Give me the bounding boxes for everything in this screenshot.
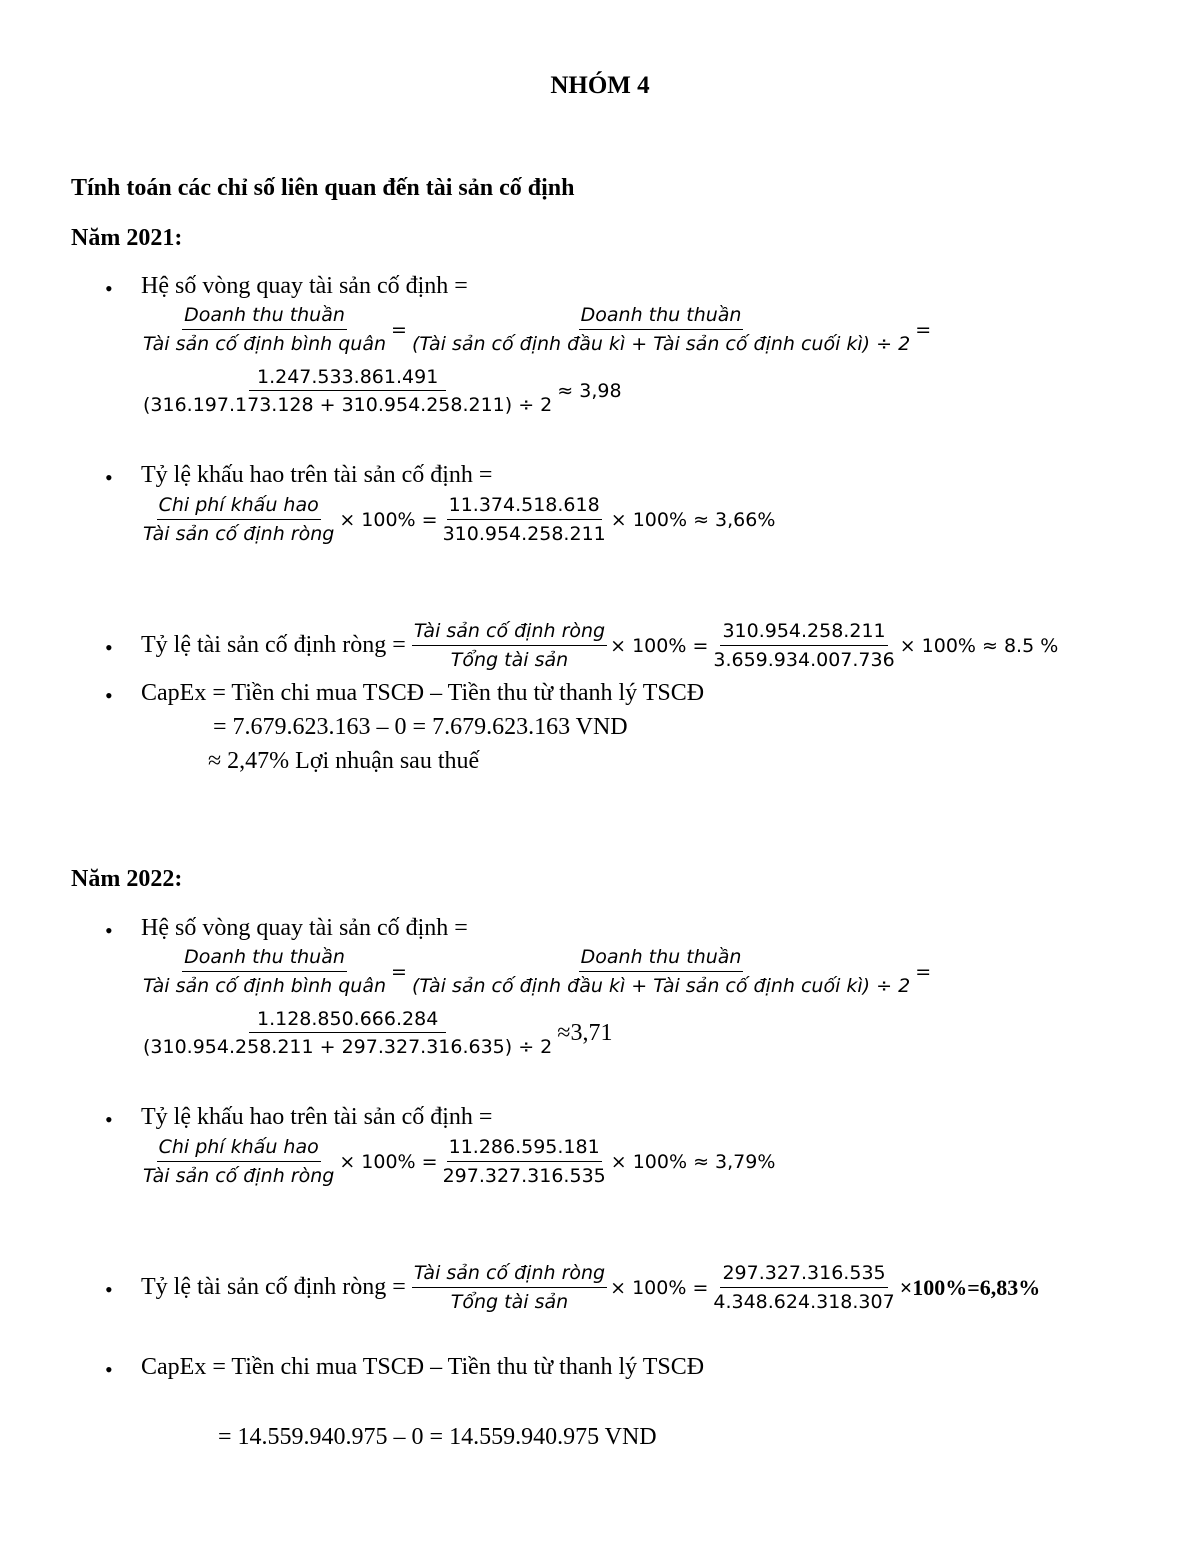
- fraction: [410, 944, 912, 999]
- equals-sign: =: [391, 318, 407, 341]
- numerator: Chi phí khấu hao: [157, 1134, 321, 1162]
- capex-percent: ≈ 2,47% Lợi nhuận sau thuế: [208, 748, 480, 774]
- numerator: Doanh thu thuần: [182, 944, 347, 972]
- numerator: Doanh thu thuần: [579, 944, 744, 972]
- bullet-icon: •: [105, 1107, 113, 1132]
- multiply-100: × 100% =: [339, 508, 438, 531]
- numerator: Doanh thu thuần: [579, 302, 744, 330]
- numerator: Doanh thu thuần: [182, 302, 347, 330]
- denominator: Tài sản cố định ròng: [143, 1165, 335, 1187]
- bullet-icon: •: [105, 1357, 113, 1382]
- fraction: [711, 618, 896, 673]
- numerator: 297.327.316.535: [720, 1260, 887, 1288]
- fraction: [141, 1134, 336, 1189]
- bullet-icon: •: [105, 1277, 113, 1302]
- capex-label: CapEx = Tiền chi mua TSCĐ – Tiền thu từ thanh lý TSCĐ: [141, 1354, 705, 1380]
- numerator: 310.954.258.211: [720, 618, 887, 646]
- turnover-label: Hệ số vòng quay tài sản cố định =: [141, 915, 468, 941]
- denominator: 297.327.316.535: [442, 1165, 606, 1187]
- numerator: 11.374.518.618: [447, 492, 602, 520]
- turnover-label: Hệ số vòng quay tài sản cố định =: [141, 273, 468, 299]
- depreciation-formula: [141, 492, 778, 547]
- equals-sign: =: [391, 960, 407, 983]
- equals-sign: =: [915, 318, 932, 341]
- equals-sign: =: [915, 960, 932, 983]
- denominator: (316.197.173.128 + 310.954.258.211) ÷ 2: [143, 394, 553, 416]
- denominator: (Tài sản cố định đầu kì + Tài sản cố định cuối kì) ÷ 2: [411, 975, 911, 997]
- denominator: (310.954.258.211 + 297.327.316.635) ÷ 2: [143, 1036, 553, 1058]
- fraction: [141, 364, 554, 418]
- net-ratio-formula: [141, 618, 1061, 673]
- page-title: NHÓM 4: [550, 72, 650, 99]
- result: × 100% ≈ 8.5 %: [899, 634, 1059, 657]
- capex-value: = 7.679.623.163 – 0 = 7.679.623.163 VND: [213, 714, 628, 740]
- denominator: 3.659.934.007.736: [713, 649, 895, 671]
- turnover-calculation: [141, 1006, 615, 1060]
- denominator: Tổng tài sản: [450, 649, 569, 671]
- denominator: Tài sản cố định ròng: [143, 523, 335, 545]
- net-ratio-label: Tỷ lệ tài sản cố định ròng =: [141, 1274, 406, 1300]
- bullet-icon: •: [105, 465, 113, 490]
- fraction: [141, 492, 336, 547]
- net-ratio-formula: [141, 1260, 1043, 1315]
- capex-value: = 14.559.940.975 – 0 = 14.559.940.975 VND: [218, 1424, 657, 1450]
- denominator: Tài sản cố định bình quân: [143, 975, 387, 997]
- bullet-icon: •: [105, 276, 113, 301]
- fraction: [412, 1260, 607, 1315]
- numerator: 1.247.533.861.491: [249, 364, 446, 391]
- year-2021-heading: Năm 2021:: [71, 225, 183, 251]
- bullet-icon: •: [105, 683, 113, 708]
- denominator: 310.954.258.211: [442, 523, 606, 545]
- numerator: Tài sản cố định ròng: [412, 1260, 607, 1288]
- fraction: [412, 618, 607, 673]
- result: × 100% ≈ 3,79%: [610, 1150, 776, 1173]
- turnover-formula: [141, 302, 934, 357]
- result: × 100% ≈ 3,66%: [610, 508, 776, 531]
- numerator: Tài sản cố định ròng: [412, 618, 607, 646]
- bullet-icon: •: [105, 635, 113, 660]
- result: ×100%=6,83%: [899, 1274, 1041, 1300]
- numerator: 1.128.850.666.284: [249, 1006, 446, 1033]
- fraction: [711, 1260, 896, 1315]
- depreciation-formula: [141, 1134, 778, 1189]
- numerator: Chi phí khấu hao: [157, 492, 321, 520]
- fraction: [141, 1006, 554, 1060]
- turnover-formula: [141, 944, 934, 999]
- depreciation-label: Tỷ lệ khấu hao trên tài sản cố định =: [141, 1104, 493, 1130]
- fraction: [441, 1134, 608, 1189]
- bullet-icon: •: [105, 918, 113, 943]
- denominator: 4.348.624.318.307: [713, 1291, 895, 1313]
- net-ratio-label: Tỷ lệ tài sản cố định ròng =: [141, 632, 406, 658]
- numerator: 11.286.595.181: [447, 1134, 602, 1162]
- multiply-100: × 100% =: [610, 1276, 709, 1299]
- denominator: Tổng tài sản: [450, 1291, 569, 1313]
- result: ≈3,71: [557, 1019, 613, 1046]
- depreciation-label: Tỷ lệ khấu hao trên tài sản cố định =: [141, 462, 493, 488]
- fraction: [441, 492, 608, 547]
- year-2022-heading: Năm 2022:: [71, 866, 183, 892]
- capex-label: CapEx = Tiền chi mua TSCĐ – Tiền thu từ thanh lý TSCĐ: [141, 680, 705, 706]
- multiply-100: × 100% =: [339, 1150, 438, 1173]
- result: ≈ 3,98: [557, 380, 622, 402]
- denominator: (Tài sản cố định đầu kì + Tài sản cố định cuối kì) ÷ 2: [411, 333, 911, 355]
- denominator: Tài sản cố định bình quân: [143, 333, 387, 355]
- section-subtitle: Tính toán các chỉ số liên quan đến tài sản cố định: [71, 175, 575, 201]
- multiply-100: × 100% =: [610, 634, 709, 657]
- fraction: [141, 302, 388, 357]
- turnover-calculation: [141, 364, 625, 418]
- fraction: [410, 302, 912, 357]
- fraction: [141, 944, 388, 999]
